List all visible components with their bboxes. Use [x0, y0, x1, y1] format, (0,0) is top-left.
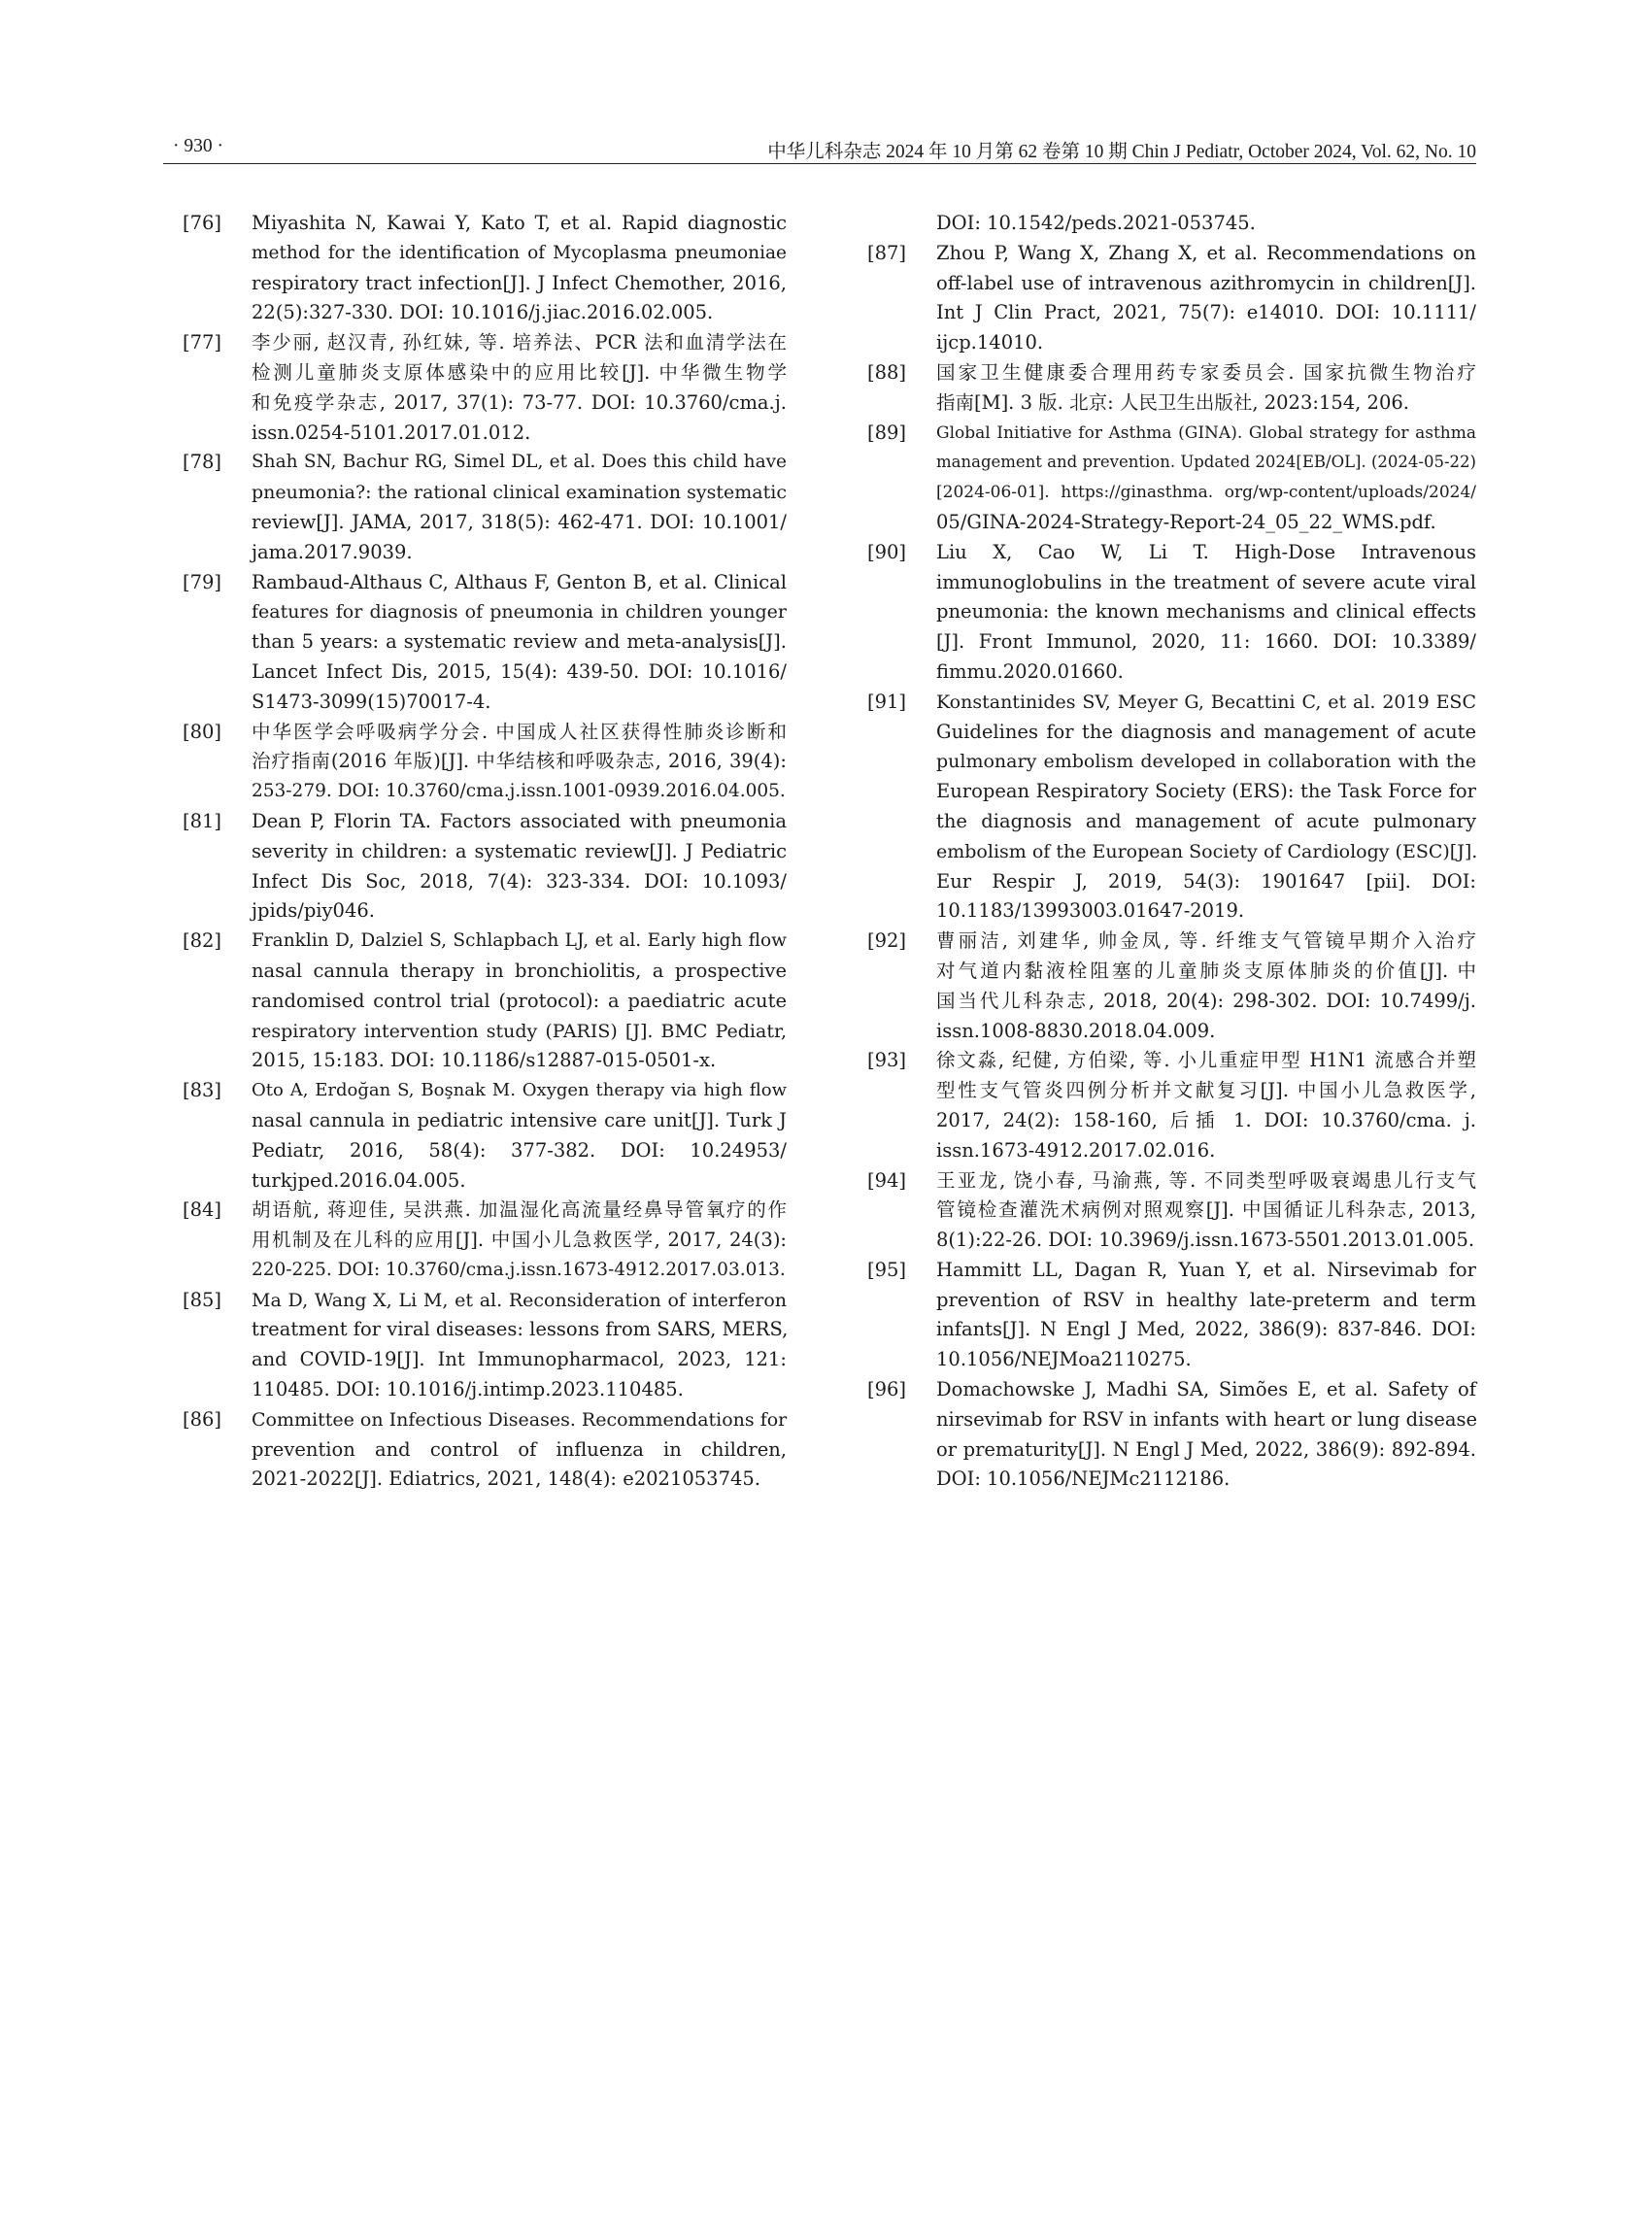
- reference-item: [867, 358, 1476, 419]
- reference-line: 22(5):327-330. DOI: 10.1016/j.jiac.2016.02.005.: [252, 301, 714, 324]
- reference-line: Konstantinides SV, Meyer G, Becattini C, et al. 2019 ESC: [936, 691, 1476, 713]
- reference-item: [183, 1405, 787, 1495]
- reference-number: [79]: [183, 570, 222, 593]
- running-head: 中华儿科杂志 2024 年 10 月第 62 卷第 10 期 Chin J Pediatr, October 2024, Vol. 62, No. 10: [767, 142, 1476, 162]
- reference-number: [95]: [867, 1258, 907, 1281]
- reference-number: [80]: [183, 720, 222, 743]
- reference-line: 和免疫学杂志, 2017, 37(1): 73-77. DOI: 10.3760/cma.j.: [252, 390, 787, 414]
- reference-line: Domachowske J, Madhi SA, Simões E, et al. Safety of: [936, 1378, 1476, 1401]
- reference-line: European Respiratory Society (ERS): the Task Force for: [936, 780, 1476, 803]
- reference-number: [85]: [183, 1288, 222, 1311]
- reference-line: Lancet Infect Dis, 2015, 15(4): 439-50. DOI: 10.1016/: [252, 659, 787, 683]
- reference-line: Eur Respir J, 2019, 54(3): 1901647 [pii]. DOI:: [936, 869, 1476, 893]
- reference-number: [91]: [867, 690, 907, 713]
- reference-line: 徐文淼, 纪健, 方伯梁, 等. 小儿重症甲型 H1N1 流感合并塑: [936, 1049, 1476, 1072]
- reference-item: [183, 209, 787, 328]
- reference-line: 国当代儿科杂志, 2018, 20(4): 298-302. DOI: 10.7499/j.: [936, 989, 1476, 1012]
- reference-item: [183, 718, 787, 807]
- reference-number: [84]: [183, 1198, 222, 1222]
- reference-number: [81]: [183, 809, 222, 832]
- reference-line: features for diagnosis of pneumonia in children younger: [252, 601, 787, 624]
- reference-line: 李少丽, 赵汉青, 孙红妹, 等. 培养法、PCR 法和血清学法在: [252, 331, 787, 354]
- reference-number: [94]: [867, 1168, 907, 1192]
- reference-line: DOI: 10.1542/peds.2021-053745.: [936, 212, 1256, 234]
- reference-line: ijcp.14010.: [936, 331, 1044, 354]
- reference-item: [867, 1046, 1476, 1165]
- reference-column-right: [867, 209, 1476, 1495]
- reference-line: randomised control trial (protocol): a paediatric acute: [252, 989, 787, 1012]
- reference-line: pulmonary embolism developed in collaboration with the: [936, 751, 1476, 773]
- page-header: [163, 134, 1476, 164]
- reference-number: [86]: [183, 1407, 222, 1431]
- reference-line: off-label use of intravenous azithromycin in children[J].: [936, 271, 1476, 294]
- reference-line: Hammitt LL, Dagan R, Yuan Y, et al. Nirsevimab for: [936, 1258, 1476, 1281]
- reference-line: issn.1008-8830.2018.04.009.: [936, 1019, 1216, 1042]
- reference-item: [183, 1076, 787, 1196]
- reference-line: Int J Clin Pract, 2021, 75(7): e14010. DOI: 10.1111/: [936, 301, 1476, 324]
- reference-item: [183, 807, 787, 927]
- reference-line: method for the identification of Mycoplasma pneumoniae: [252, 242, 787, 263]
- reference-number: [82]: [183, 929, 222, 953]
- reference-line: or prematurity[J]. N Engl J Med, 2022, 386(9): 892-894.: [936, 1437, 1476, 1461]
- reference-line: Miyashita N, Kawai Y, Kato T, et al. Rapid diagnostic: [252, 212, 787, 234]
- reference-line: Global Initiative for Asthma (GINA). Global strategy for asthma: [936, 422, 1476, 443]
- reference-number: [90]: [867, 540, 907, 563]
- reference-line: Infect Dis Soc, 2018, 7(4): 323-334. DOI: 10.1093/: [252, 869, 787, 893]
- reference-number: [93]: [867, 1049, 907, 1072]
- reference-item: [183, 568, 787, 718]
- reference-line: 治疗指南(2016 年版)[J]. 中华结核和呼吸杂志, 2016, 39(4):: [252, 750, 787, 773]
- reference-line: Committee on Infectious Diseases. Recommendations for: [252, 1408, 788, 1431]
- reference-item: [183, 1286, 787, 1405]
- reference-line: 中华医学会呼吸病学分会. 中国成人社区获得性肺炎诊断和: [252, 720, 787, 743]
- reference-number: [83]: [183, 1079, 222, 1102]
- reference-column-left: [183, 209, 787, 1495]
- reference-line: review[J]. JAMA, 2017, 318(5): 462-471. DOI: 10.1001/: [252, 510, 787, 533]
- reference-line: [2024-06-01]. https://ginasthma. org/wp-content/uploads/2024/: [936, 483, 1476, 503]
- reference-line: 2017, 24(2): 158-160, 后插 1. DOI: 10.3760/cma. j.: [936, 1108, 1476, 1131]
- reference-line: S1473-3099(15)70017-4.: [252, 690, 491, 713]
- reference-line: management and prevention. Updated 2024[EB/OL]. (2024-05-22): [936, 453, 1476, 472]
- reference-item: [867, 239, 1476, 358]
- reference-item: [867, 419, 1476, 538]
- reference-line: embolism of the European Society of Cardiology (ESC)[J].: [936, 840, 1478, 862]
- reference-line: 王亚龙, 饶小春, 马渝燕, 等. 不同类型呼吸衰竭患儿行支气: [936, 1168, 1476, 1192]
- reference-line: [J]. Front Immunol, 2020, 11: 1660. DOI: 10.3389/: [936, 630, 1476, 654]
- reference-line: Shah SN, Bachur RG, Simel DL, et al. Does this child have: [252, 452, 787, 473]
- reference-number: [87]: [867, 241, 907, 264]
- reference-line: the diagnosis and management of acute pulmonary: [936, 809, 1476, 832]
- reference-continuation: [867, 209, 1476, 239]
- reference-item: [867, 1256, 1476, 1375]
- reference-line: Guidelines for the diagnosis and management of acute: [936, 720, 1476, 743]
- reference-line: issn.0254-5101.2017.01.012.: [252, 421, 531, 444]
- reference-line: 用机制及在儿科的应用[J]. 中国小儿急救医学, 2017, 24(3):: [252, 1229, 787, 1252]
- page-number: · 930 ·: [173, 136, 223, 156]
- reference-number: [92]: [867, 929, 907, 953]
- reference-item: [183, 927, 787, 1076]
- reference-item: [867, 927, 1476, 1046]
- reference-item: [183, 328, 787, 448]
- reference-line: Liu X, Cao W, Li T. High-Dose Intravenous: [936, 540, 1476, 563]
- reference-line: 2015, 15:183. DOI: 10.1186/s12887-015-0501-x.: [252, 1049, 717, 1072]
- reference-line: 国家卫生健康委合理用药专家委员会. 国家抗微生物治疗: [936, 360, 1476, 384]
- reference-line: respiratory tract infection[J]. J Infect Chemother, 2016,: [252, 271, 787, 294]
- reference-line: jama.2017.9039.: [252, 540, 413, 563]
- reference-line: 10.1056/NEJMoa2110275.: [936, 1348, 1192, 1371]
- reference-line: pneumonia: the known mechanisms and clinical effects: [936, 600, 1476, 624]
- reference-line: and COVID-19[J]. Int Immunopharmacol, 2023, 121:: [252, 1348, 787, 1371]
- reference-line: 管镜检查灌洗术病例对照观察[J]. 中国循证儿科杂志, 2013,: [936, 1198, 1476, 1222]
- reference-line: fimmu.2020.01660.: [936, 659, 1124, 683]
- reference-number: [76]: [183, 212, 222, 234]
- reference-line: Zhou P, Wang X, Zhang X, et al. Recommendations on: [936, 241, 1476, 264]
- reference-line: 10.1183/13993003.01647-2019.: [936, 899, 1245, 923]
- reference-line: DOI: 10.1056/NEJMc2112186.: [936, 1467, 1231, 1491]
- reference-line: 110485. DOI: 10.1016/j.intimp.2023.110485.: [252, 1378, 684, 1401]
- reference-item: [867, 538, 1476, 688]
- reference-line: 220-225. DOI: 10.3760/cma.j.issn.1673-4912.2017.03.013.: [252, 1259, 786, 1280]
- reference-line: Dean P, Florin TA. Factors associated with pneumonia: [252, 809, 787, 832]
- reference-number: [96]: [867, 1378, 907, 1401]
- reference-line: severity in children: a systematic review[J]. J Pediatric: [252, 839, 787, 862]
- reference-line: 2021-2022[J]. Ediatrics, 2021, 148(4): e2021053745.: [252, 1467, 761, 1491]
- reference-line: Pediatr, 2016, 58(4): 377-382. DOI: 10.24953/: [252, 1138, 787, 1162]
- reference-line: turkjped.2016.04.005.: [252, 1168, 466, 1192]
- reference-line: prevention and control of influenza in children,: [252, 1437, 787, 1461]
- reference-item: [183, 448, 787, 567]
- reference-line: infants[J]. N Engl J Med, 2022, 386(9): 837-846. DOI:: [936, 1318, 1476, 1341]
- reference-line: than 5 years: a systematic review and meta-analysis[J].: [252, 630, 787, 654]
- reference-line: 指南[M]. 3 版. 北京: 人民卫生出版社, 2023:154, 206.: [936, 390, 1409, 414]
- reference-item: [867, 1375, 1476, 1495]
- reference-line: nirsevimab for RSV in infants with heart or lung disease: [936, 1407, 1478, 1431]
- reference-line: immunoglobulins in the treatment of severe acute viral: [936, 570, 1476, 593]
- reference-line: issn.1673-4912.2017.02.016.: [936, 1138, 1216, 1162]
- reference-line: nasal cannula therapy in bronchiolitis, a prospective: [252, 959, 787, 982]
- reference-line: 对气道内黏液栓阻塞的儿童肺炎支原体肺炎的价值[J]. 中: [936, 959, 1476, 982]
- reference-line: respiratory intervention study (PARIS) [J]. BMC Pediatr,: [252, 1020, 787, 1042]
- reference-line: 05/GINA-2024-Strategy-Report-24_05_22_WMS.pdf.: [936, 510, 1436, 533]
- reference-line: 253-279. DOI: 10.3760/cma.j.issn.1001-0939.2016.04.005.: [252, 781, 786, 802]
- reference-line: 曹丽洁, 刘建华, 帅金凤, 等. 纤维支气管镜早期介入治疗: [936, 929, 1476, 953]
- reference-line: treatment for viral diseases: lessons from SARS, MERS,: [252, 1318, 789, 1341]
- reference-line: pneumonia?: the rational clinical examination systematic: [252, 482, 787, 504]
- reference-item: [867, 688, 1476, 927]
- reference-number: [77]: [183, 331, 222, 354]
- reference-line: Rambaud-Althaus C, Althaus F, Genton B, et al. Clinical: [252, 570, 787, 593]
- reference-line: nasal cannula in pediatric intensive care unit[J]. Turk J: [252, 1108, 787, 1131]
- reference-line: 型性支气管炎四例分析并文献复习[J]. 中国小儿急救医学,: [936, 1079, 1476, 1102]
- reference-number: [89]: [867, 421, 907, 444]
- reference-number: [78]: [183, 451, 222, 474]
- reference-line: Ma D, Wang X, Li M, et al. Reconsideration of interferon: [252, 1289, 787, 1311]
- reference-item: [183, 1196, 787, 1285]
- reference-line: 检测儿童肺炎支原体感染中的应用比较[J]. 中华微生物学: [252, 360, 787, 384]
- reference-line: prevention of RSV in healthy late-preterm and term: [936, 1288, 1476, 1311]
- reference-line: Oto A, Erdoğan S, Boşnak M. Oxygen therapy via high flow: [252, 1080, 787, 1101]
- reference-item: [867, 1166, 1476, 1256]
- reference-line: Franklin D, Dalziel S, Schlapbach LJ, et al. Early high flow: [252, 930, 787, 952]
- reference-line: 胡语航, 蒋迎佳, 吴洪燕. 加温湿化高流量经鼻导管氧疗的作: [252, 1198, 787, 1222]
- reference-line: jpids/piy046.: [252, 899, 375, 923]
- reference-number: [88]: [867, 360, 907, 384]
- reference-line: 8(1):22-26. DOI: 10.3969/j.issn.1673-5501.2013.01.005.: [936, 1229, 1475, 1252]
